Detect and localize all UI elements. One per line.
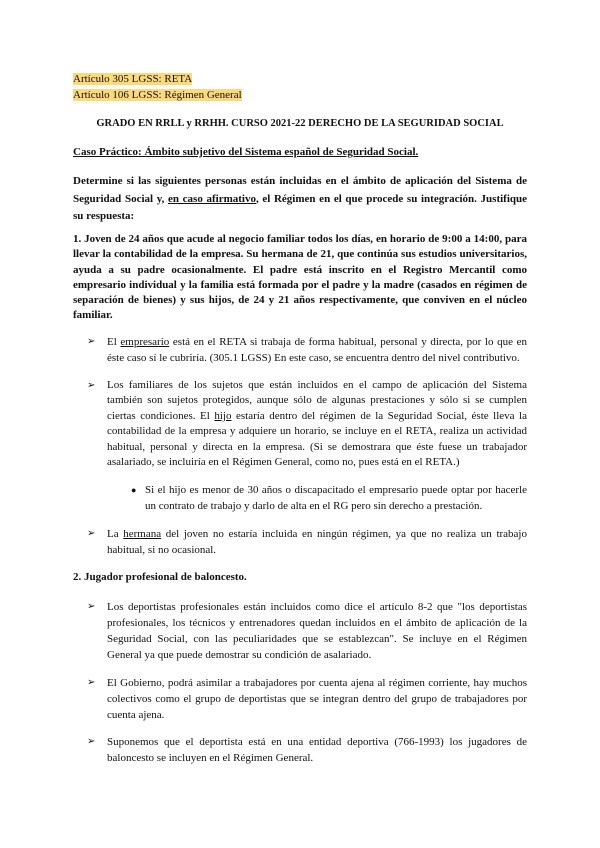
case2-statement: 2. Jugador profesional de baloncesto. bbox=[73, 571, 247, 583]
bullet-text: El Gobierno, podrá asimilar a trabajadores por cuenta ajena al régimen corriente, hay muchos colectivos como el grupo de deportistas que se integran dentro del grupo de trabajadores por cuenta ajena. bbox=[107, 677, 527, 721]
instructions-emphasis: en caso afirmativo bbox=[168, 192, 256, 205]
note-reta: Artículo 305 LGSS: RETA bbox=[73, 73, 193, 85]
case1-statement: 1. Joven de 24 años que acude al negocio familiar todos los días, en horario de 9:00 a 14:00, para llevar la contabilidad de la empresa. Su hermana de 21, que continúa sus estudios universitarios, ayuda a su padre ocasionalmente. El padre está inscrito en el Registro Mercantil como empresario individual y la familia está formada por el padre y la madre (casados en régimen de separación de bienes) y sus hijos, de 24 y 21 años respectivamente, que conviven en el núcleo familiar. bbox=[73, 233, 527, 322]
case-title: Caso Práctico: Ámbito subjetivo del Sistema español de Seguridad Social. bbox=[73, 146, 419, 158]
bullet-text: Los familiares de los sujetos que están incluidos en el campo de aplicación del Sistema también son sujetos protegidos, aunque sólo de algunas prestaciones y sólo si se cumplen ciertas condiciones. El bbox=[107, 379, 527, 422]
case1-sub-bullet bbox=[131, 482, 527, 514]
bullet-text-end: está en el RETA si trabaja de forma habitual, personal y directa, por lo que en éste caso sí le cubriría. (305.1 LGSS) En este caso, se encuentra dentro del nivel contributivo. bbox=[107, 336, 527, 364]
sub-bullet-text: Si el hijo es menor de 30 años o discapacitado el empresario puede optar por hacerle un contrato de trabajo y darlo de alta en el RG pero sin derecho a prestación. bbox=[145, 484, 527, 512]
instructions-text-end: , el Régimen en el que procede su integración. Justifique su respuesta: bbox=[73, 192, 527, 222]
note-regimen-general: Artículo 106 LGSS: Régimen General bbox=[73, 89, 242, 101]
bullet-text-end: del joven no estaría incluida en ningún régimen, ya que no realiza un trabajo habitual, si no ocasional. bbox=[107, 528, 527, 556]
bullet-emphasis: empresario bbox=[120, 336, 170, 348]
bullet-emphasis: hermana bbox=[123, 528, 162, 540]
instructions-text: Determine si las siguientes personas están incluidas en el ámbito de aplicación del Sistema de Seguridad Social y, bbox=[73, 175, 527, 205]
header-notes bbox=[73, 71, 527, 103]
arrow-bullet-icon: ➢ bbox=[87, 528, 96, 539]
case1-bullet-empresario bbox=[87, 334, 527, 366]
arrow-bullet-icon: ➢ bbox=[87, 380, 96, 391]
case1-bullet-hijo bbox=[87, 378, 527, 470]
bullet-text: Suponemos que el deportista está en una entidad deportiva (766-1993) los jugadores de baloncesto se incluyen en el Régimen General. bbox=[107, 736, 527, 764]
document-title: GRADO EN RRLL y RRHH. CURSO 2021-22 DERECHO DE LA SEGURIDAD SOCIAL bbox=[96, 118, 504, 129]
case2-bullet-2 bbox=[87, 675, 527, 723]
instructions bbox=[73, 173, 527, 226]
bullet-text: Los deportistas profesionales están incluidos como dice el artículo 8-2 que "los deportistas profesionales, los técnicos y entrenadores quedan incluidos en el ámbito de aplicación de la Seguridad Social, con las peculiaridades que se establezcan". Se incluye en el Régimen General ya que puede demostrar su condición de asalariado. bbox=[107, 601, 527, 661]
bullet-text: El bbox=[107, 336, 121, 348]
arrow-bullet-icon: ➢ bbox=[87, 677, 96, 688]
case1-bullet-hermana bbox=[87, 526, 527, 558]
arrow-bullet-icon: ➢ bbox=[87, 601, 96, 612]
bullet-emphasis: hijo bbox=[214, 409, 232, 422]
arrow-bullet-icon: ➢ bbox=[87, 736, 96, 747]
bullet-text: La bbox=[107, 528, 124, 540]
dot-bullet-icon: ● bbox=[131, 485, 137, 495]
bullet-text-end: estaría dentro del régimen de la Seguridad Social, éste lleva la contabilidad de la empresa y adquiere un horario, se incluye en el RETA, realiza un actividad habitual, personal y directa en la empresa. (Si se demostrara que éste fuese un trabajador asalariado, se incluiría en el Régimen General, como no, pues está en el RETA.) bbox=[107, 409, 527, 469]
case2-bullet-1 bbox=[87, 599, 527, 663]
case2-bullet-3 bbox=[87, 734, 527, 766]
arrow-bullet-icon: ➢ bbox=[87, 336, 96, 347]
